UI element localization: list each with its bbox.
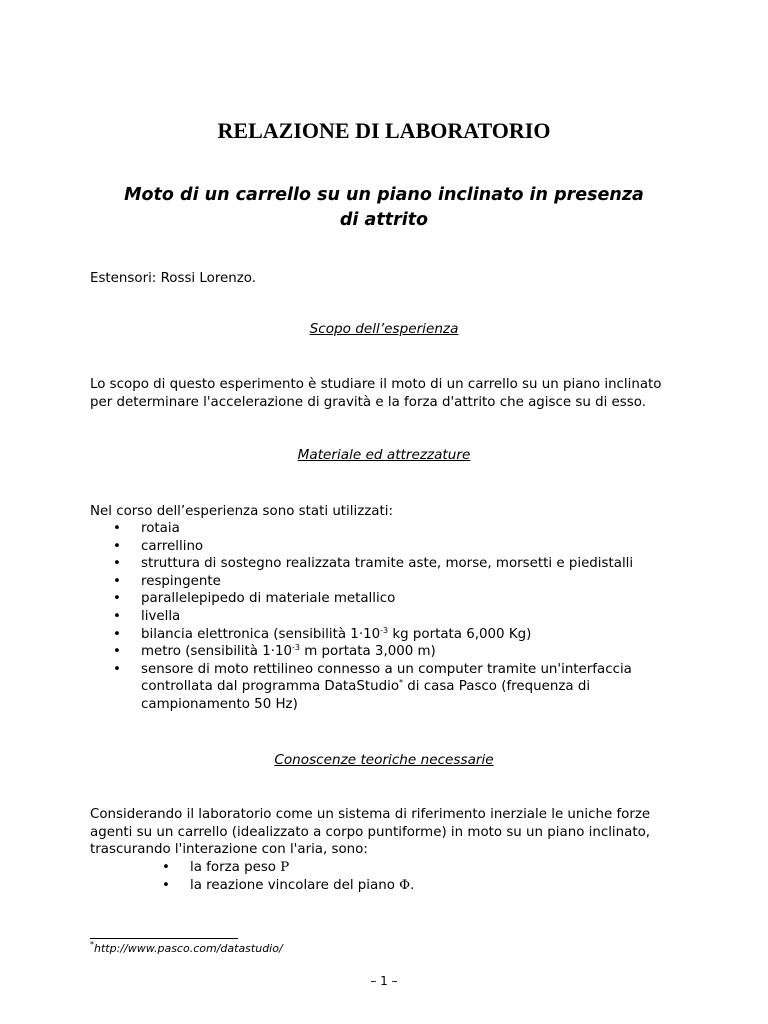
footnote: [90, 942, 283, 955]
symbol-phi: Φ: [399, 877, 411, 893]
list-item-bilancia: • bilancia elettronica (sensibilità $1\cdot 10^{-3}$ kg portata 6,000 Kg): [113, 625, 532, 642]
authors-line: Estensori: Rossi Lorenzo.: [90, 271, 256, 286]
list-item: • respingente: [113, 573, 221, 589]
list-item-force-weight: • la forza peso P: [162, 860, 290, 875]
subtitle-line-1: Moto di un carrello su un piano inclinato in presenza: [124, 185, 644, 205]
list-item: • livella: [113, 608, 181, 624]
bullet-icon: •: [113, 661, 121, 677]
bullet-icon: •: [113, 538, 121, 554]
scopo-line-1: Lo scopo di questo esperimento è studiare il moto di un carrello su un piano inclinato: [90, 377, 662, 392]
conoscenze-paragraph: [90, 806, 650, 859]
heading-scopo: Scopo dell’esperienza: [309, 321, 459, 337]
list-item: • rotaia: [113, 521, 180, 536]
footnote-divider: [90, 938, 238, 939]
scopo-paragraph: [90, 376, 662, 411]
bullet-icon: •: [113, 591, 121, 607]
footnote-mark: *: [90, 940, 94, 949]
bullet-icon: •: [113, 626, 121, 642]
list-item: • struttura di sostegno realizzata tramite aste, morse, morsetti e piedistalli: [113, 556, 634, 572]
conoscenze-line-2: agenti su un carrello (idealizzato a corpo puntiforme) in moto su un piano inclinato,: [90, 824, 651, 840]
footnote-marker: *: [399, 678, 404, 688]
bullet-icon: •: [113, 556, 121, 572]
heading-materiale: Materiale ed attrezzature: [297, 447, 471, 463]
bullet-icon: •: [162, 860, 170, 875]
materiale-intro: Nel corso dell’esperienza sono stati utilizzati:: [90, 504, 393, 519]
list-item-sensore: • sensore di moto rettilineo connesso a un computer tramite un'interfaccia controllata dal programma DataStudio* di casa Pasco (frequenza di campionamento 50 Hz): [113, 661, 632, 712]
list-item: • carrellino: [113, 538, 204, 554]
conoscenze-line-3: trascurando l'interazione con l'aria, sono:: [90, 842, 368, 857]
bullet-icon: •: [113, 644, 121, 660]
list-item-force-reaction: • la reazione vincolare del piano Φ.: [162, 877, 415, 893]
conoscenze-line-1: Considerando il laboratorio come un sistema di riferimento inerziale le uniche forze: [90, 807, 651, 822]
bullet-icon: •: [113, 573, 121, 589]
page-title: RELAZIONE DI LABORATORIO: [217, 118, 551, 143]
bullet-icon: •: [113, 608, 121, 624]
page-subtitle: [80, 183, 688, 233]
list-item-metro: • metro (sensibilità $1\cdot 10^{-3}$ m portata 3,000 m): [113, 643, 436, 660]
page-number: – 1 –: [370, 974, 398, 988]
materiale-list: [113, 520, 633, 714]
scopo-line-2: per determinare l'accelerazione di gravità e la forza d'attrito che agisce su di esso.: [90, 394, 646, 410]
footnote-link[interactable]: http://www.pasco.com/datastudio/: [94, 942, 283, 955]
subtitle-line-2: di attrito: [339, 210, 429, 230]
bullet-icon: •: [113, 521, 121, 536]
heading-conoscenze: Conoscenze teoriche necessarie: [274, 752, 494, 768]
list-item: • parallelepipedo di materiale metallico: [113, 591, 396, 607]
symbol-p: P: [280, 860, 290, 875]
bullet-icon: •: [162, 877, 170, 893]
forces-list: [162, 859, 414, 894]
